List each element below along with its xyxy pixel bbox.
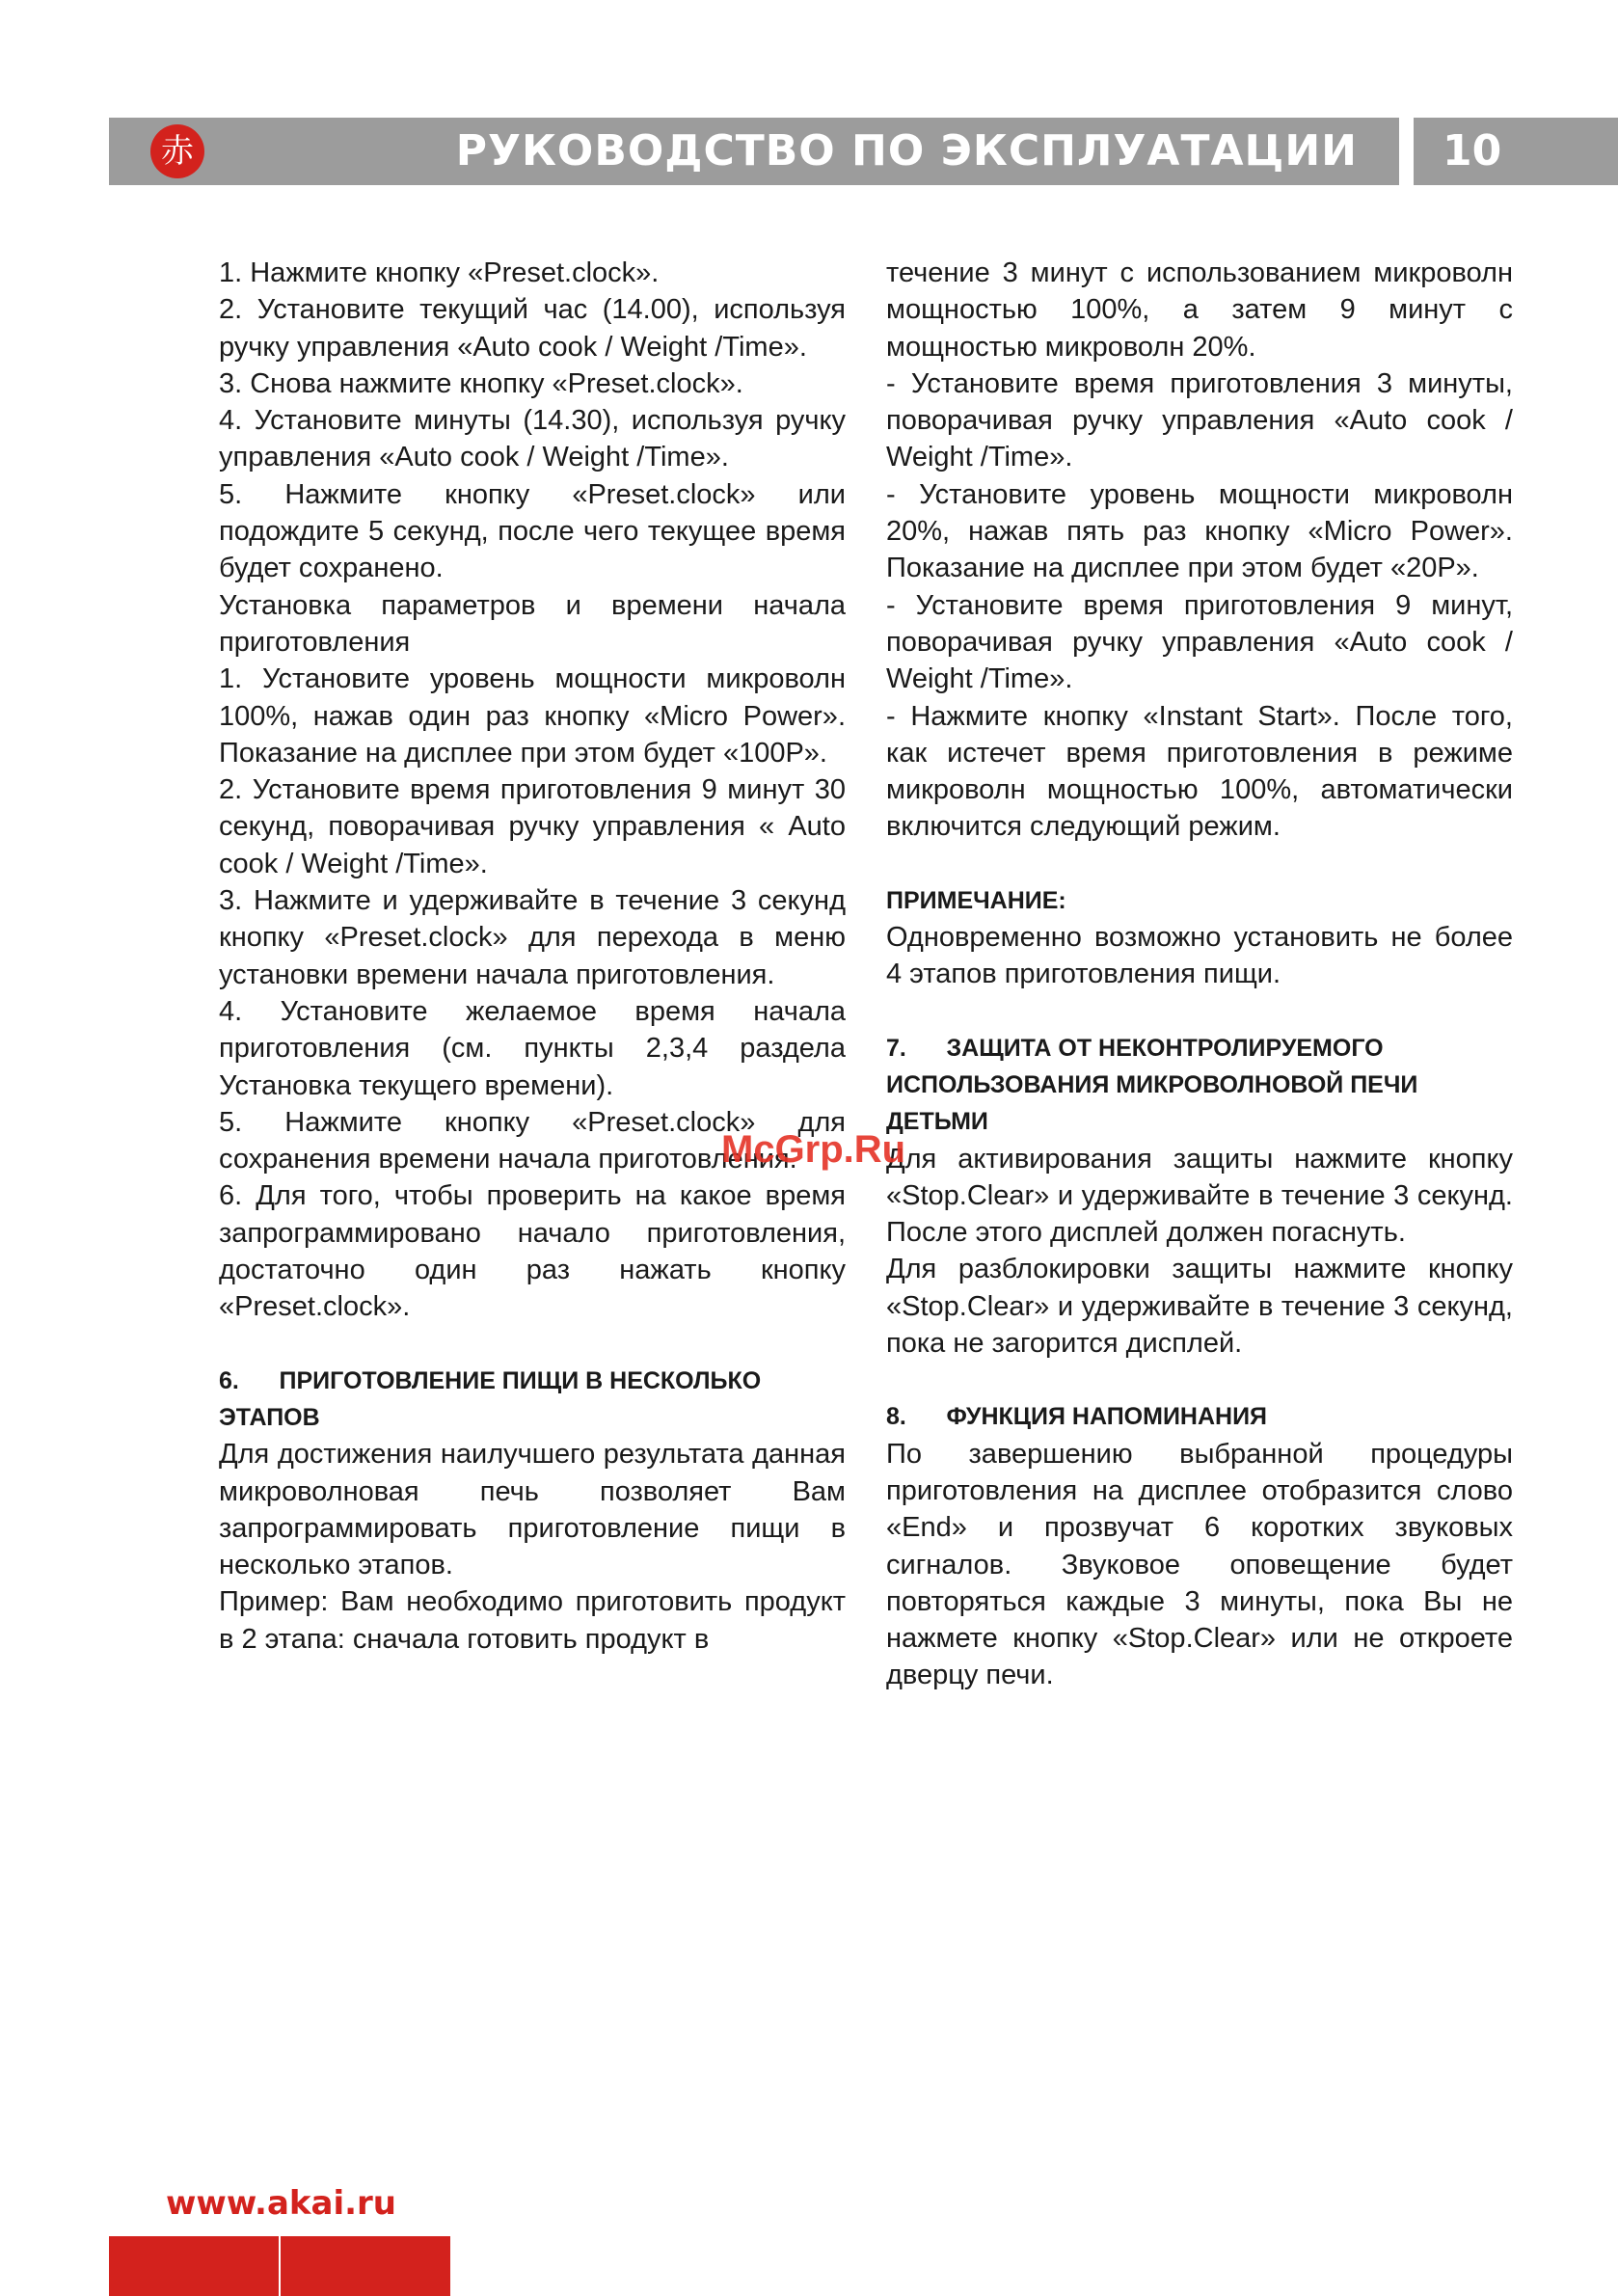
section-8-heading: 8. ФУНКЦИЯ НАПОМИНАНИЯ [886, 1403, 1268, 1431]
note-text: Одновременно возможно установить не более 4 этапов приготовления пищи. [886, 922, 1513, 990]
page-title: РУКОВОДСТВО ПО ЭКСПЛУАТАЦИИ [455, 126, 1358, 176]
paragraph: 1. Нажмите кнопку «Preset.clock». [219, 257, 660, 288]
paragraph: 2. Установите текущий час (14.00), используя ручку управления «Auto cook / Weight /Time». [219, 294, 846, 363]
footer-decor-block [109, 2236, 279, 2296]
section-6-heading: 6. ПРИГОТОВЛЕНИЕ ПИЩИ В НЕСКОЛЬКО ЭТАПОВ [219, 1366, 769, 1431]
paragraph: - Нажмите кнопку «Instant Start». После того, как истечет время приготовления в режиме микроволн мощностью 100%, автоматически включится следующий режим. [886, 700, 1513, 843]
left-column [219, 255, 846, 1658]
paragraph: 2. Установите время приготовления 9 минут 30 секунд, поворачивая ручку управления « Auto cook / Weight /Time». [219, 774, 846, 879]
paragraph: - Установите время приготовления 3 минуты, поворачивая ручку управления «Auto cook / Weight /Time». [886, 367, 1513, 473]
paragraph: 4. Установите желаемое время начала приготовления (см. пункты 2,3,4 раздела Установка текущего времени). [219, 995, 846, 1101]
footer-url-link[interactable]: www.akai.ru [166, 2184, 397, 2223]
page-number: 10 [1443, 126, 1502, 176]
paragraph: По завершению выбранной процедуры приготовления на дисплее отобразится слово «End» и прозвучат 6 коротких звуковых сигналов. Звуковое оповещение будет повторяться каждые 3 минуты, пока Вы не нажмете кнопку «Stop.Clear» или не откроете дверцу печи. [886, 1438, 1513, 1691]
paragraph: - Установите уровень мощности микроволн 20%, нажав пять раз кнопку «Micro Power». Показание на дисплее при этом будет «20P». [886, 478, 1513, 584]
paragraph: Для активирования защиты нажмите кнопку «Stop.Clear» и удерживайте в течение 3 секунд. После этого дисплей должен погаснуть. [886, 1143, 1513, 1249]
akai-logo-icon: 赤 [150, 124, 204, 178]
paragraph: Для разблокировки защиты нажмите кнопку «Stop.Clear» и удерживайте в течение 3 секунд, пока не загорится дисплей. [886, 1254, 1513, 1360]
paragraph: 5. Нажмите кнопку «Preset.clock» для сохранения времени начала приготовления. [219, 1106, 846, 1175]
paragraph: Установка параметров и времени начала приготовления [219, 589, 846, 658]
watermark: McGrp.Ru [721, 1128, 906, 1171]
paragraph: 3. Нажмите и удерживайте в течение 3 секунд кнопку «Preset.clock» для перехода в меню установки времени начала приготовления. [219, 885, 846, 990]
paragraph: Пример: Вам необходимо приготовить продукт в 2 этапа: сначала готовить продукт в [219, 1586, 846, 1655]
paragraph: 3. Снова нажмите кнопку «Preset.clock». [219, 367, 743, 399]
paragraph: - Установите время приготовления 9 минут, поворачивая ручку управления «Auto cook / Weight /Time». [886, 589, 1513, 695]
note-heading: ПРИМЕЧАНИЕ: [886, 886, 1066, 914]
paragraph: Для достижения наилучшего результата данная микроволновая печь позволяет Вам запрограммировать приготовление пищи в несколько этапов. [219, 1439, 846, 1581]
paragraph: течение 3 минут с использованием микроволн мощностью 100%, а затем 9 минут с мощностью микроволн 20%. [886, 257, 1513, 363]
paragraph: 1. Установите уровень мощности микроволн 100%, нажав один раз кнопку «Micro Power». Показание на дисплее при этом будет «100P». [219, 663, 846, 769]
paragraph: 5. Нажмите кнопку «Preset.clock» или подождите 5 секунд, после чего текущее время будет сохранено. [219, 478, 846, 584]
section-7-heading: 7. ЗАЩИТА ОТ НЕКОНТРОЛИРУЕМОГО ИСПОЛЬЗОВАНИЯ МИКРОВОЛНОВОЙ ПЕЧИ ДЕТЬМИ [886, 1034, 1425, 1136]
paragraph: 6. Для того, чтобы проверить на какое время запрограммировано начало приготовления, достаточно один раз нажать кнопку «Preset.clock». [219, 1180, 846, 1323]
paragraph: 4. Установите минуты (14.30), используя ручку управления «Auto cook / Weight /Time». [219, 405, 846, 473]
footer-decor-block [281, 2236, 450, 2296]
right-column [886, 255, 1513, 1694]
